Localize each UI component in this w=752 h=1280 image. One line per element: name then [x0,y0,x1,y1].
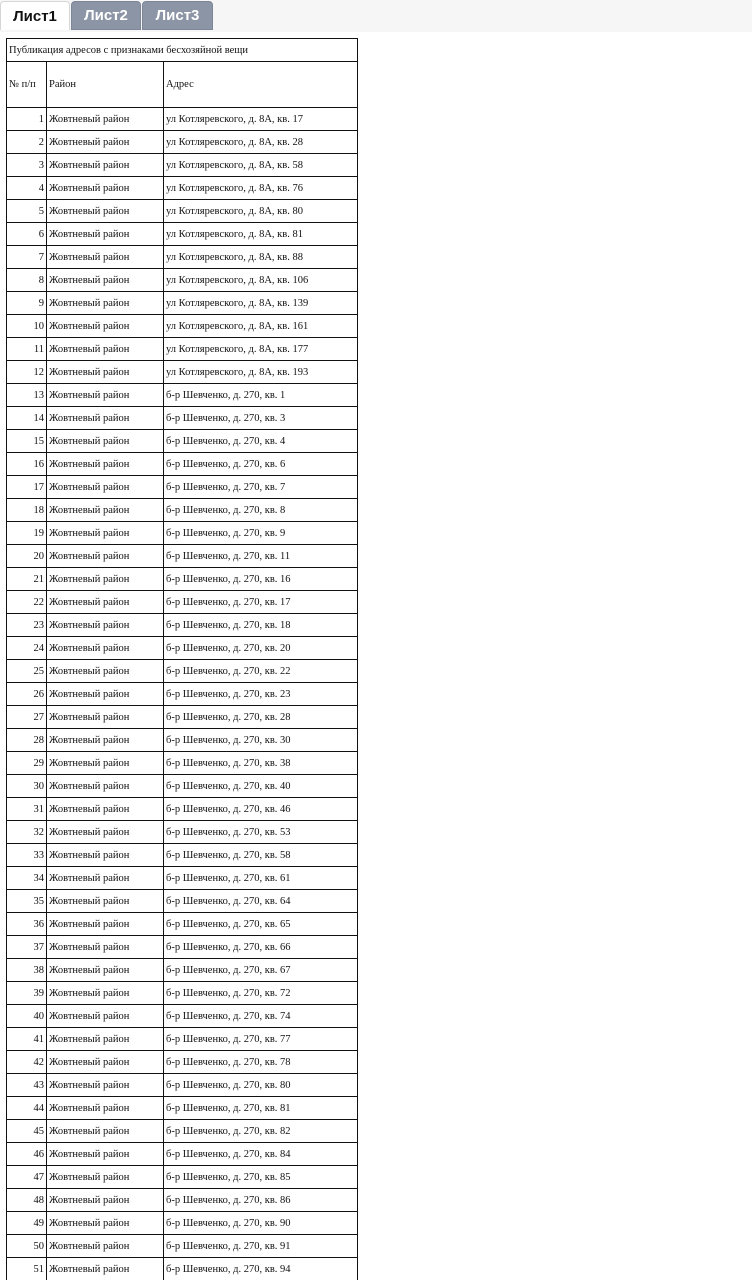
table-row [7,200,358,223]
row-number-cell[interactable]: 46 [7,1143,47,1166]
row-number-cell[interactable]: 30 [7,775,47,798]
row-district-cell[interactable]: Жовтневый район [47,1120,164,1143]
table-row [7,706,358,729]
row-number-cell[interactable]: 28 [7,729,47,752]
row-district-cell[interactable]: Жовтневый район [47,683,164,706]
row-district-cell[interactable]: Жовтневый район [47,384,164,407]
row-address-cell[interactable]: ул Котляревского, д. 8А, кв. 193 [164,361,358,384]
row-district-cell[interactable]: Жовтневый район [47,108,164,131]
row-district-cell[interactable]: Жовтневый район [47,867,164,890]
row-district-cell[interactable]: Жовтневый район [47,1051,164,1074]
row-number-cell[interactable]: 9 [7,292,47,315]
row-number-cell[interactable]: 1 [7,108,47,131]
row-district-cell[interactable]: Жовтневый район [47,1143,164,1166]
row-number-cell[interactable]: 27 [7,706,47,729]
row-address-cell[interactable]: б-р Шевченко, д. 270, кв. 40 [164,775,358,798]
table-row [7,890,358,913]
table-row [7,1258,358,1280]
row-address-cell[interactable]: б-р Шевченко, д. 270, кв. 6 [164,453,358,476]
row-address-cell[interactable]: б-р Шевченко, д. 270, кв. 67 [164,959,358,982]
row-district-cell[interactable]: Жовтневый район [47,637,164,660]
table-row [7,1235,358,1258]
row-district-cell[interactable]: Жовтневый район [47,890,164,913]
table-row [7,959,358,982]
row-address-cell[interactable]: б-р Шевченко, д. 270, кв. 82 [164,1120,358,1143]
row-address-cell[interactable]: б-р Шевченко, д. 270, кв. 65 [164,913,358,936]
table-row [7,821,358,844]
row-address-cell[interactable]: б-р Шевченко, д. 270, кв. 84 [164,1143,358,1166]
table-row [7,1074,358,1097]
row-address-cell[interactable]: б-р Шевченко, д. 270, кв. 58 [164,844,358,867]
row-address-cell[interactable]: б-р Шевченко, д. 270, кв. 20 [164,637,358,660]
table-row [7,775,358,798]
row-district-cell[interactable]: Жовтневый район [47,913,164,936]
row-address-cell[interactable]: б-р Шевченко, д. 270, кв. 3 [164,407,358,430]
row-address-cell[interactable]: б-р Шевченко, д. 270, кв. 16 [164,568,358,591]
row-number-cell[interactable]: 40 [7,1005,47,1028]
row-number-cell[interactable]: 21 [7,568,47,591]
row-number-cell[interactable]: 35 [7,890,47,913]
header-district[interactable]: Район [47,62,164,108]
row-address-cell[interactable]: б-р Шевченко, д. 270, кв. 8 [164,499,358,522]
row-address-cell[interactable]: б-р Шевченко, д. 270, кв. 53 [164,821,358,844]
table-row [7,1212,358,1235]
table-row [7,1097,358,1120]
row-number-cell[interactable]: 6 [7,223,47,246]
row-address-cell[interactable]: б-р Шевченко, д. 270, кв. 28 [164,706,358,729]
table-title-row [7,39,358,62]
row-district-cell[interactable]: Жовтневый район [47,982,164,1005]
row-district-cell[interactable]: Жовтневый район [47,1005,164,1028]
row-number-cell[interactable]: 44 [7,1097,47,1120]
table-row [7,752,358,775]
table-row [7,361,358,384]
row-number-cell[interactable]: 39 [7,982,47,1005]
row-number-cell[interactable]: 23 [7,614,47,637]
row-number-cell[interactable]: 22 [7,591,47,614]
table-row [7,246,358,269]
table-row [7,1120,358,1143]
row-address-cell[interactable]: б-р Шевченко, д. 270, кв. 77 [164,1028,358,1051]
row-address-cell[interactable]: б-р Шевченко, д. 270, кв. 64 [164,890,358,913]
row-address-cell[interactable]: б-р Шевченко, д. 270, кв. 17 [164,591,358,614]
table-row [7,177,358,200]
row-address-cell[interactable]: б-р Шевченко, д. 270, кв. 46 [164,798,358,821]
table-row [7,729,358,752]
row-number-cell[interactable]: 8 [7,269,47,292]
table-row [7,384,358,407]
table-row [7,683,358,706]
row-district-cell[interactable]: Жовтневый район [47,522,164,545]
tab-sheet1[interactable]: Лист1 [0,1,70,30]
row-district-cell[interactable]: Жовтневый район [47,154,164,177]
row-number-cell[interactable]: 51 [7,1258,47,1280]
table-row [7,637,358,660]
row-address-cell[interactable]: ул Котляревского, д. 8А, кв. 139 [164,292,358,315]
header-number[interactable]: № п/п [7,62,47,108]
row-district-cell[interactable]: Жовтневый район [47,269,164,292]
row-district-cell[interactable]: Жовтневый район [47,292,164,315]
row-number-cell[interactable]: 11 [7,338,47,361]
row-district-cell[interactable]: Жовтневый район [47,1097,164,1120]
row-district-cell[interactable]: Жовтневый район [47,752,164,775]
row-number-cell[interactable]: 5 [7,200,47,223]
row-district-cell[interactable]: Жовтневый район [47,476,164,499]
row-district-cell[interactable]: Жовтневый район [47,729,164,752]
row-address-cell[interactable]: б-р Шевченко, д. 270, кв. 74 [164,1005,358,1028]
table-row [7,614,358,637]
table-row [7,476,358,499]
table-row [7,223,358,246]
sheet-tab-bar [0,0,752,32]
table-row [7,108,358,131]
row-number-cell[interactable]: 3 [7,154,47,177]
row-district-cell[interactable]: Жовтневый район [47,959,164,982]
table-header-row [7,62,358,108]
table-row [7,867,358,890]
row-number-cell[interactable]: 13 [7,384,47,407]
row-district-cell[interactable]: Жовтневый район [47,315,164,338]
row-address-cell[interactable]: ул Котляревского, д. 8А, кв. 58 [164,154,358,177]
row-address-cell[interactable]: б-р Шевченко, д. 270, кв. 80 [164,1074,358,1097]
row-address-cell[interactable]: б-р Шевченко, д. 270, кв. 1 [164,384,358,407]
row-address-cell[interactable]: б-р Шевченко, д. 270, кв. 78 [164,1051,358,1074]
row-number-cell[interactable]: 16 [7,453,47,476]
row-address-cell[interactable]: ул Котляревского, д. 8А, кв. 76 [164,177,358,200]
table-row [7,1143,358,1166]
tab-sheet3[interactable]: Лист3 [142,1,213,30]
table-row [7,913,358,936]
table-row [7,430,358,453]
row-district-cell[interactable]: Жовтневый район [47,1212,164,1235]
row-district-cell[interactable]: Жовтневый район [47,568,164,591]
table-row [7,568,358,591]
row-number-cell[interactable]: 33 [7,844,47,867]
row-address-cell[interactable]: б-р Шевченко, д. 270, кв. 72 [164,982,358,1005]
row-address-cell[interactable]: ул Котляревского, д. 8А, кв. 80 [164,200,358,223]
row-number-cell[interactable]: 26 [7,683,47,706]
table-row [7,1028,358,1051]
row-number-cell[interactable]: 45 [7,1120,47,1143]
row-number-cell[interactable]: 48 [7,1189,47,1212]
row-address-cell[interactable]: б-р Шевченко, д. 270, кв. 38 [164,752,358,775]
row-address-cell[interactable]: б-р Шевченко, д. 270, кв. 91 [164,1235,358,1258]
row-district-cell[interactable]: Жовтневый район [47,338,164,361]
table-row [7,522,358,545]
row-district-cell[interactable]: Жовтневый район [47,131,164,154]
row-number-cell[interactable]: 25 [7,660,47,683]
row-number-cell[interactable]: 20 [7,545,47,568]
row-number-cell[interactable]: 19 [7,522,47,545]
table-row [7,798,358,821]
row-number-cell[interactable]: 2 [7,131,47,154]
row-district-cell[interactable]: Жовтневый район [47,798,164,821]
address-table [6,38,358,1280]
row-district-cell[interactable]: Жовтневый район [47,545,164,568]
row-address-cell[interactable]: ул Котляревского, д. 8А, кв. 177 [164,338,358,361]
row-district-cell[interactable]: Жовтневый район [47,1258,164,1280]
row-address-cell[interactable]: б-р Шевченко, д. 270, кв. 81 [164,1097,358,1120]
table-row [7,499,358,522]
row-address-cell[interactable]: б-р Шевченко, д. 270, кв. 86 [164,1189,358,1212]
row-number-cell[interactable]: 49 [7,1212,47,1235]
row-number-cell[interactable]: 41 [7,1028,47,1051]
row-district-cell[interactable]: Жовтневый район [47,361,164,384]
row-address-cell[interactable]: ул Котляревского, д. 8А, кв. 17 [164,108,358,131]
table-row [7,1166,358,1189]
row-address-cell[interactable]: б-р Шевченко, д. 270, кв. 85 [164,1166,358,1189]
table-row [7,154,358,177]
table-row [7,591,358,614]
row-number-cell[interactable]: 34 [7,867,47,890]
row-address-cell[interactable]: б-р Шевченко, д. 270, кв. 22 [164,660,358,683]
table-title[interactable]: Публикация адресов с признаками бесхозяйной вещи [7,39,358,62]
row-district-cell[interactable]: Жовтневый район [47,614,164,637]
row-district-cell[interactable]: Жовтневый район [47,223,164,246]
row-address-cell[interactable]: б-р Шевченко, д. 270, кв. 30 [164,729,358,752]
row-district-cell[interactable]: Жовтневый район [47,660,164,683]
row-district-cell[interactable]: Жовтневый район [47,453,164,476]
row-number-cell[interactable]: 15 [7,430,47,453]
table-row [7,131,358,154]
row-district-cell[interactable]: Жовтневый район [47,936,164,959]
table-row [7,338,358,361]
row-number-cell[interactable]: 43 [7,1074,47,1097]
row-district-cell[interactable]: Жовтневый район [47,430,164,453]
table-row [7,936,358,959]
row-address-cell[interactable]: ул Котляревского, д. 8А, кв. 106 [164,269,358,292]
row-number-cell[interactable]: 12 [7,361,47,384]
row-address-cell[interactable]: б-р Шевченко, д. 270, кв. 23 [164,683,358,706]
row-number-cell[interactable]: 38 [7,959,47,982]
row-address-cell[interactable]: б-р Шевченко, д. 270, кв. 94 [164,1258,358,1280]
tab-sheet2[interactable]: Лист2 [71,1,141,30]
row-address-cell[interactable]: б-р Шевченко, д. 270, кв. 90 [164,1212,358,1235]
row-number-cell[interactable]: 14 [7,407,47,430]
row-number-cell[interactable]: 7 [7,246,47,269]
row-number-cell[interactable]: 31 [7,798,47,821]
row-district-cell[interactable]: Жовтневый район [47,1166,164,1189]
row-number-cell[interactable]: 10 [7,315,47,338]
row-number-cell[interactable]: 42 [7,1051,47,1074]
row-number-cell[interactable]: 29 [7,752,47,775]
row-address-cell[interactable]: ул Котляревского, д. 8А, кв. 81 [164,223,358,246]
row-district-cell[interactable]: Жовтневый район [47,1189,164,1212]
row-number-cell[interactable]: 17 [7,476,47,499]
row-number-cell[interactable]: 36 [7,913,47,936]
row-address-cell[interactable]: ул Котляревского, д. 8А, кв. 88 [164,246,358,269]
row-district-cell[interactable]: Жовтневый район [47,775,164,798]
row-number-cell[interactable]: 18 [7,499,47,522]
row-number-cell[interactable]: 4 [7,177,47,200]
table-row [7,407,358,430]
table-row [7,292,358,315]
table-row [7,453,358,476]
row-address-cell[interactable]: ул Котляревского, д. 8А, кв. 161 [164,315,358,338]
row-district-cell[interactable]: Жовтневый район [47,1074,164,1097]
table-row [7,844,358,867]
row-district-cell[interactable]: Жовтневый район [47,407,164,430]
row-district-cell[interactable]: Жовтневый район [47,706,164,729]
spreadsheet-view[interactable] [0,32,752,1280]
row-address-cell[interactable]: б-р Шевченко, д. 270, кв. 11 [164,545,358,568]
row-district-cell[interactable]: Жовтневый район [47,591,164,614]
row-district-cell[interactable]: Жовтневый район [47,1028,164,1051]
row-number-cell[interactable]: 47 [7,1166,47,1189]
row-address-cell[interactable]: б-р Шевченко, д. 270, кв. 18 [164,614,358,637]
row-address-cell[interactable]: б-р Шевченко, д. 270, кв. 4 [164,430,358,453]
row-address-cell[interactable]: б-р Шевченко, д. 270, кв. 66 [164,936,358,959]
row-number-cell[interactable]: 50 [7,1235,47,1258]
table-row [7,660,358,683]
row-district-cell[interactable]: Жовтневый район [47,246,164,269]
row-address-cell[interactable]: б-р Шевченко, д. 270, кв. 9 [164,522,358,545]
row-number-cell[interactable]: 37 [7,936,47,959]
row-address-cell[interactable]: б-р Шевченко, д. 270, кв. 7 [164,476,358,499]
table-row [7,1189,358,1212]
table-row [7,1051,358,1074]
table-row [7,1005,358,1028]
row-district-cell[interactable]: Жовтневый район [47,499,164,522]
row-number-cell[interactable]: 24 [7,637,47,660]
row-address-cell[interactable]: ул Котляревского, д. 8А, кв. 28 [164,131,358,154]
row-district-cell[interactable]: Жовтневый район [47,1235,164,1258]
row-district-cell[interactable]: Жовтневый район [47,177,164,200]
table-row [7,269,358,292]
row-district-cell[interactable]: Жовтневый район [47,200,164,223]
table-row [7,982,358,1005]
row-district-cell[interactable]: Жовтневый район [47,821,164,844]
row-district-cell[interactable]: Жовтневый район [47,844,164,867]
row-number-cell[interactable]: 32 [7,821,47,844]
header-address[interactable]: Адрес [164,62,358,108]
row-address-cell[interactable]: б-р Шевченко, д. 270, кв. 61 [164,867,358,890]
table-row [7,315,358,338]
table-row [7,545,358,568]
